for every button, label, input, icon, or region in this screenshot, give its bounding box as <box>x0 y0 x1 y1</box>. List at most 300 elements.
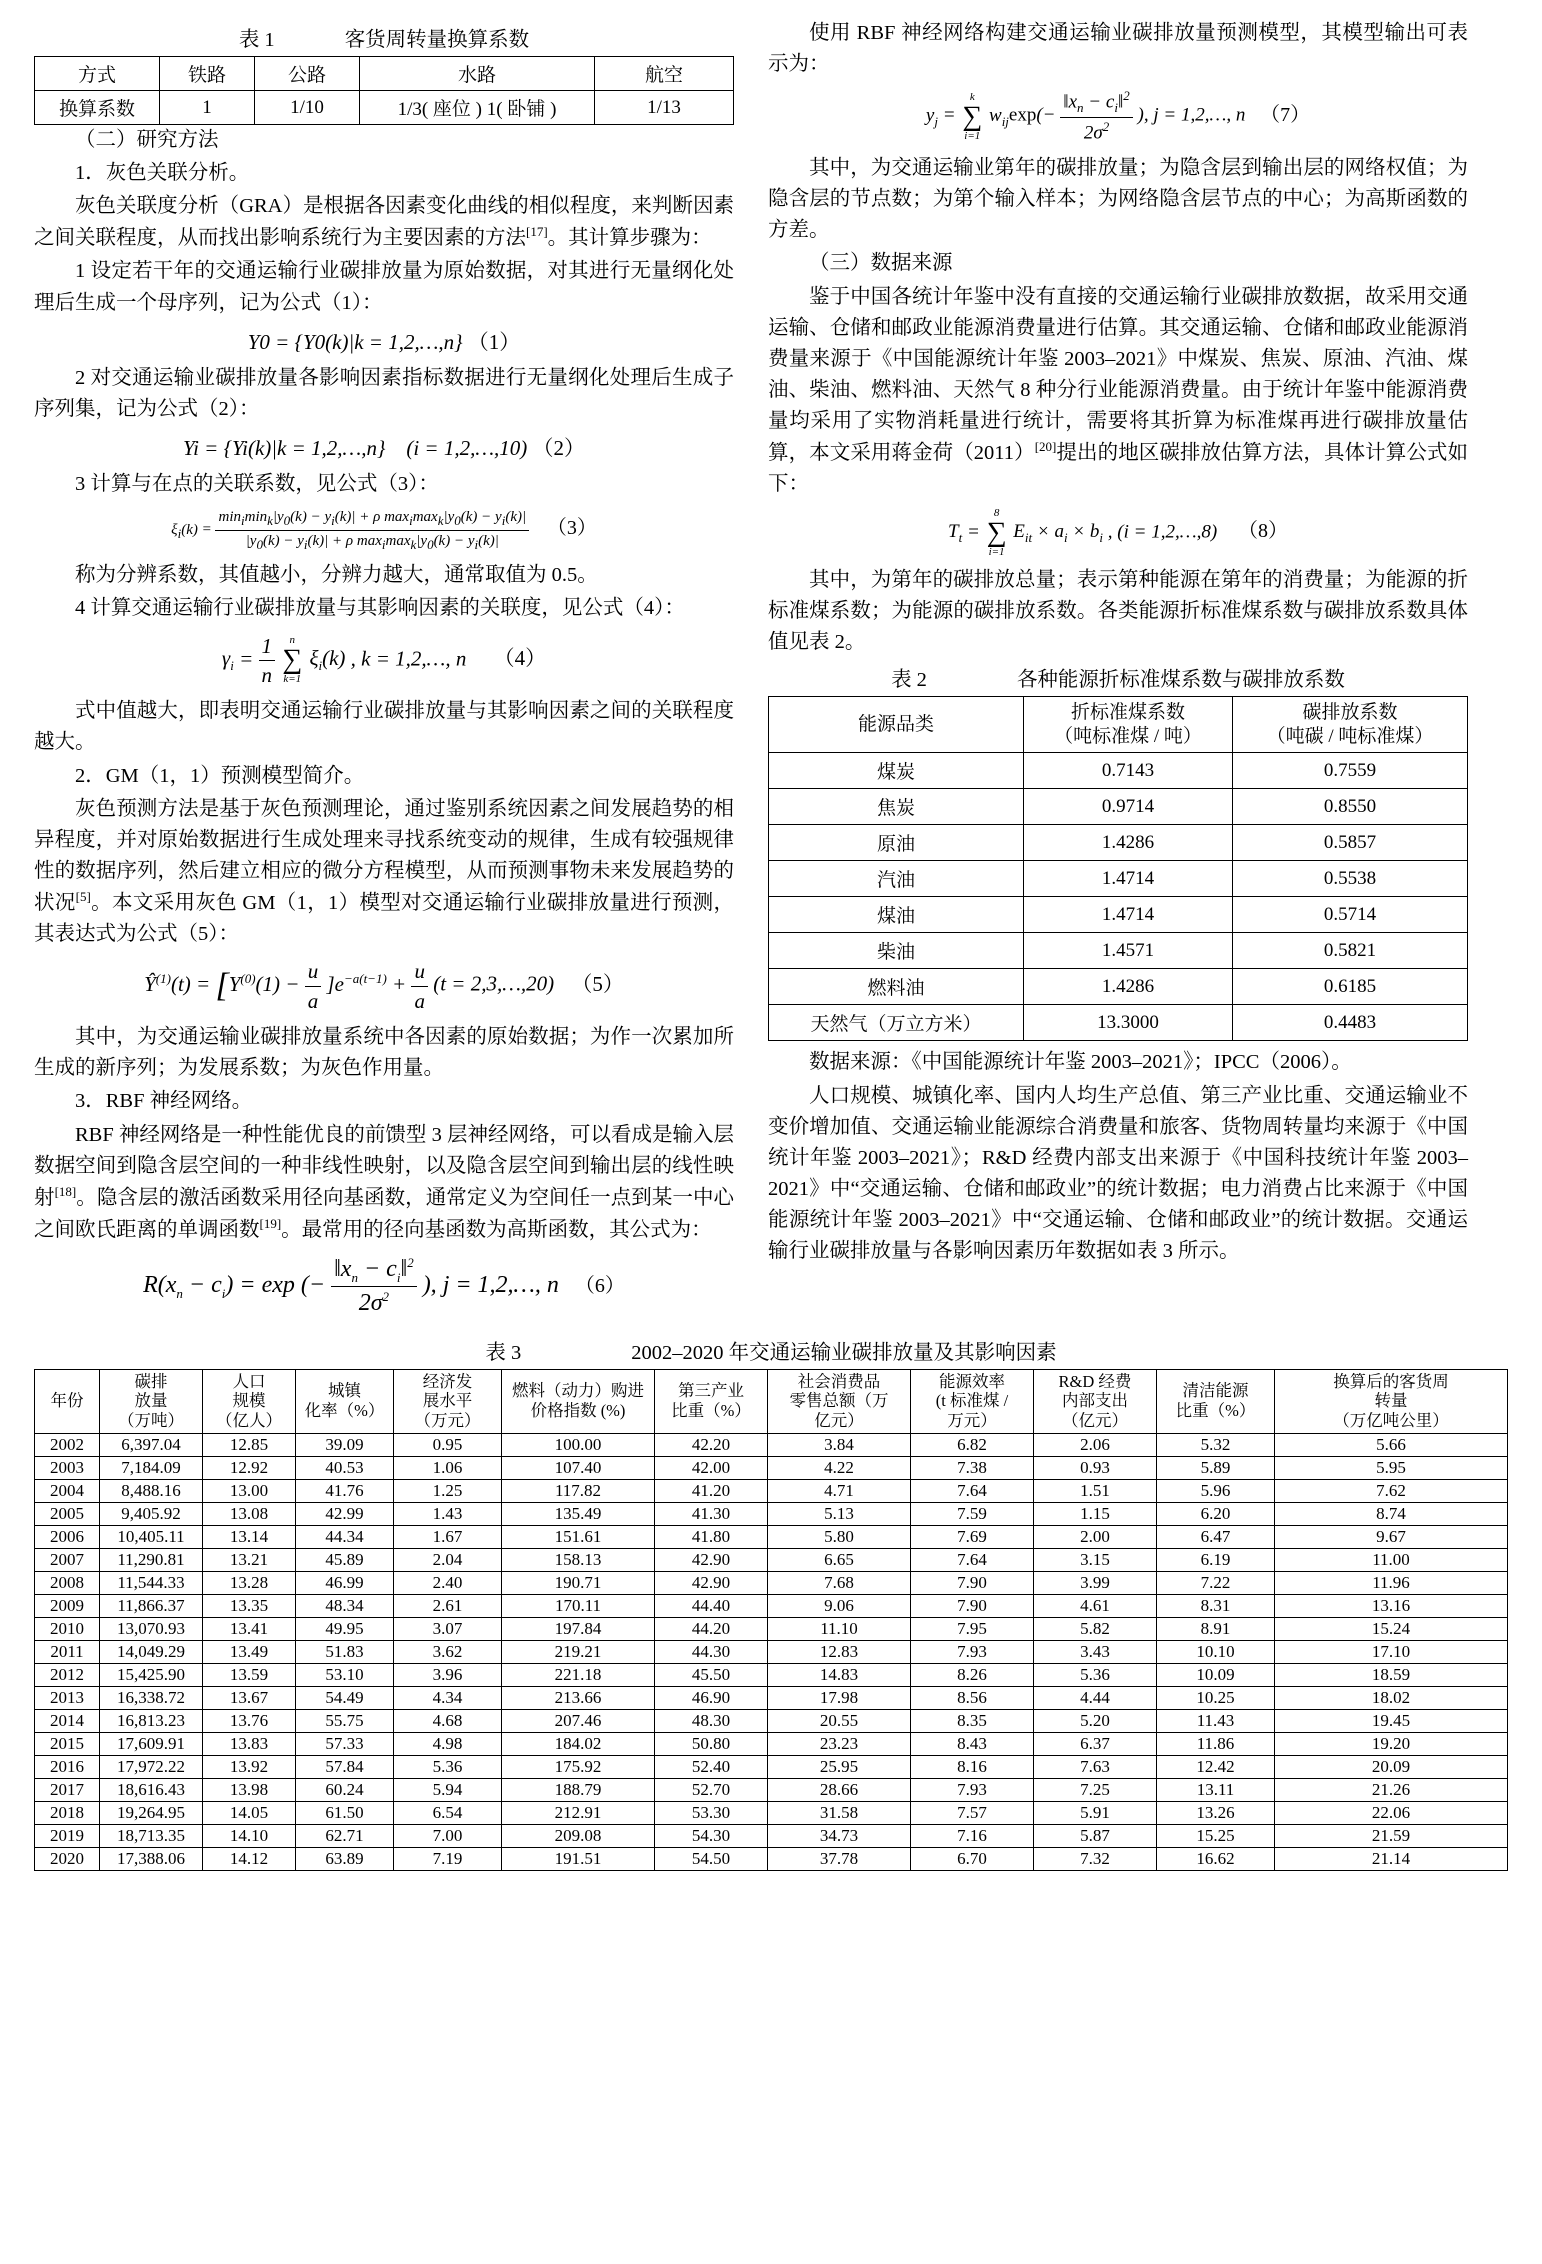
table3-header-10-line1: 清洁能源 <box>1182 1381 1249 1401</box>
table-row <box>35 91 734 125</box>
table3-cell: 13.14 <box>203 1525 296 1548</box>
table3-cell: 0.95 <box>394 1433 502 1456</box>
table1-header-4: 航空 <box>595 57 734 91</box>
heading-gm11: 2．GM（1，1）预测模型简介。 <box>75 764 365 787</box>
table-row <box>35 1732 1508 1755</box>
table-row <box>769 1005 1468 1041</box>
table2-header-1-line2: （吨标准煤 / 吨） <box>1054 725 1202 747</box>
table3-cell: 46.99 <box>296 1571 394 1594</box>
table3-cell: 8.35 <box>911 1709 1034 1732</box>
table3-cell: 44.34 <box>296 1525 394 1548</box>
rbf-intro-end: 。最常用的径向基函数为高斯函数，其公式为： <box>281 1218 712 1241</box>
formula-4: $\gamma_i$ = $\frac{1}{n}$ n ∑ k=1 $\xi_i(k)$ , k = 1,2,…, n （4） <box>221 633 547 687</box>
table3-cell: 19.45 <box>1275 1709 1508 1732</box>
table3-cell: 60.24 <box>296 1778 394 1801</box>
table3-header-9-line1: R&D 经费 <box>1058 1371 1132 1391</box>
table-row <box>35 1824 1508 1847</box>
table3-cell: 4.44 <box>1034 1686 1157 1709</box>
table3-header-11-line1: 换算后的客货周 <box>1333 1371 1449 1391</box>
table3-cell: 42.99 <box>296 1502 394 1525</box>
table3-cell: 41.76 <box>296 1479 394 1502</box>
table3-cell: 17.98 <box>768 1686 911 1709</box>
table-row <box>35 1571 1508 1594</box>
right-column <box>768 18 1468 1270</box>
table3-cell: 18,713.35 <box>100 1824 203 1847</box>
table3-header-7-line3: 亿元） <box>814 1411 864 1431</box>
table3-cell: 11.10 <box>768 1617 911 1640</box>
table3-cell: 2010 <box>35 1617 100 1640</box>
left-column <box>34 18 734 1327</box>
table3-cell: 1.67 <box>394 1525 502 1548</box>
table3-cell: 16.62 <box>1157 1847 1275 1870</box>
table3-header-1-line2: 放量 <box>134 1391 168 1411</box>
table3-header-3 <box>296 1369 394 1433</box>
table3-header-7-line1: 社会消费品 <box>797 1371 881 1391</box>
table3-cell: 17,388.06 <box>100 1847 203 1870</box>
table-row <box>769 753 1468 789</box>
table-row <box>769 933 1468 969</box>
table3-cell: 10.25 <box>1157 1686 1275 1709</box>
table3-cell: 13.98 <box>203 1778 296 1801</box>
table3-cell: 5.87 <box>1034 1824 1157 1847</box>
table3-cell: 13.76 <box>203 1709 296 1732</box>
paragraph-step-1: 1 设定若干年的交通运输行业碳排放量为原始数据，对其进行无量纲化处理后生成一个母序列，记为公式（1）： <box>34 260 734 314</box>
table3-cell: 213.66 <box>502 1686 655 1709</box>
table2-cell: 1.4714 <box>1024 897 1233 933</box>
table3-cell: 10.09 <box>1157 1663 1275 1686</box>
table3-cell: 2.40 <box>394 1571 502 1594</box>
table3-cell: 2.06 <box>1034 1433 1157 1456</box>
table3-cell: 7.38 <box>911 1456 1034 1479</box>
gm-intro-end: 。本文采用灰色 GM（1，1）模型对交通运输行业碳排放量进行预测，其表达式为公式（5）： <box>34 892 735 946</box>
table-row <box>35 1433 1508 1456</box>
formula-5: $Ŷ^{(1)}(t) = [Y^{(0)}(1)$ − $\frac{u}{a}$ ]$e^{-a(t-1)}$ + $\frac{u}{a}$ (t = 2,3,…,20) （5） <box>144 959 624 1013</box>
table3-cell: 6.47 <box>1157 1525 1275 1548</box>
table3-header-2-line1: 人口 <box>232 1371 266 1391</box>
formula-2 <box>34 432 734 462</box>
table3-cell: 5.36 <box>1034 1663 1157 1686</box>
table3-cell: 12.42 <box>1157 1755 1275 1778</box>
table3-cell: 51.83 <box>296 1640 394 1663</box>
table2-caption-number: 表 2 <box>891 668 927 691</box>
table2-header-1-line1: 折标准煤系数 <box>1070 701 1185 723</box>
table2-header-2 <box>1233 696 1468 753</box>
table3-cell: 2014 <box>35 1709 100 1732</box>
table3-cell: 190.71 <box>502 1571 655 1594</box>
table3-cell: 2016 <box>35 1755 100 1778</box>
table3-cell: 7.93 <box>911 1640 1034 1663</box>
paragraph-formula7-desc: 其中，为交通运输业第年的碳排放量；为隐含层到输出层的网络权值；为隐含层的节点数；为第个输入样本；为网络隐含层节点的中心；为高斯函数的方差。 <box>768 156 1468 242</box>
table3-cell: 4.71 <box>768 1479 911 1502</box>
table3-cell: 4.22 <box>768 1456 911 1479</box>
table2-cell: 焦炭 <box>769 789 1024 825</box>
data-source-end: 提出的地区碳排放估算方法，具体计算公式如下： <box>768 442 1469 496</box>
table3-header-1-line3: （万吨） <box>118 1411 184 1431</box>
table2-cell: 0.8550 <box>1233 789 1468 825</box>
table3-cell: 7.22 <box>1157 1571 1275 1594</box>
table2-cell: 0.9714 <box>1024 789 1233 825</box>
table1-cell-1: 1 <box>160 91 255 125</box>
table3-cell: 31.58 <box>768 1801 911 1824</box>
table3-cell: 9.06 <box>768 1594 911 1617</box>
table3-cell: 57.33 <box>296 1732 394 1755</box>
table3-cell: 207.46 <box>502 1709 655 1732</box>
table3-cell: 9.67 <box>1275 1525 1508 1548</box>
table3-cell: 13.08 <box>203 1502 296 1525</box>
table2-cell: 1.4571 <box>1024 933 1233 969</box>
heading-data-source: （三）数据来源 <box>809 252 953 275</box>
two-column-body <box>34 18 1508 1327</box>
table3-cell: 42.20 <box>655 1433 768 1456</box>
table3-cell: 4.68 <box>394 1709 502 1732</box>
table1-cell-4: 1/13 <box>595 91 734 125</box>
formula-7: $y_j$ = k ∑ i=1 $w_{ij}\exp(-$ $\frac{‖x_n - c_i‖^2}{2\sigma^2}$ ), j = 1,2,…, n （7） <box>925 88 1311 144</box>
table3-cell: 40.53 <box>296 1456 394 1479</box>
table2-caption <box>768 662 1468 692</box>
table3-cell: 28.66 <box>768 1778 911 1801</box>
table3-cell: 2013 <box>35 1686 100 1709</box>
table3-cell: 45.50 <box>655 1663 768 1686</box>
table3-cell: 8.16 <box>911 1755 1034 1778</box>
table3-cell: 2007 <box>35 1548 100 1571</box>
paragraph-gm-intro <box>34 794 734 951</box>
table3-cell: 7.16 <box>911 1824 1034 1847</box>
table3-cell: 16,338.72 <box>100 1686 203 1709</box>
table3-cell: 46.90 <box>655 1686 768 1709</box>
table3-cell: 16,813.23 <box>100 1709 203 1732</box>
table3-cell: 13.49 <box>203 1640 296 1663</box>
table3-cell: 5.94 <box>394 1778 502 1801</box>
table3-cell: 55.75 <box>296 1709 394 1732</box>
table2-header-2-line1: 碳排放系数 <box>1302 701 1398 723</box>
table3-header-9 <box>1034 1369 1157 1433</box>
table3-cell: 175.92 <box>502 1755 655 1778</box>
table3-cell: 42.00 <box>655 1456 768 1479</box>
table3-cell: 170.11 <box>502 1594 655 1617</box>
table3-caption <box>34 1335 1508 1365</box>
table3-cell: 61.50 <box>296 1801 394 1824</box>
table3-cell: 212.91 <box>502 1801 655 1824</box>
table3-cell: 7.62 <box>1275 1479 1508 1502</box>
table3-header-5-line1: 燃料（动力）购进 <box>512 1381 644 1401</box>
table3-cell: 8.74 <box>1275 1502 1508 1525</box>
table3-cell: 8.26 <box>911 1663 1034 1686</box>
table3-cell: 13.59 <box>203 1663 296 1686</box>
table3-cell: 49.95 <box>296 1617 394 1640</box>
table3-cell: 11,290.81 <box>100 1548 203 1571</box>
table3-cell: 2.04 <box>394 1548 502 1571</box>
table3-cell: 17,972.22 <box>100 1755 203 1778</box>
table-row <box>35 1502 1508 1525</box>
table3-cell: 7.25 <box>1034 1778 1157 1801</box>
table3-cell: 219.21 <box>502 1640 655 1663</box>
table3-cell: 52.70 <box>655 1778 768 1801</box>
table-row <box>35 1617 1508 1640</box>
paragraph-gm-desc: 其中，为交通运输业碳排放量系统中各因素的原始数据；为作一次累加所生成的新序列；为发展系数；为灰色作用量。 <box>34 1026 734 1080</box>
table3-cell: 52.40 <box>655 1755 768 1778</box>
formula-8-number: （8） <box>1237 519 1288 542</box>
table3-cell: 14.12 <box>203 1847 296 1870</box>
table3-cell: 15.25 <box>1157 1824 1275 1847</box>
table3-cell: 5.82 <box>1034 1617 1157 1640</box>
table3-cell: 2020 <box>35 1847 100 1870</box>
table3-header-5 <box>502 1369 655 1433</box>
table3-cell: 5.32 <box>1157 1433 1275 1456</box>
table3-cell: 3.99 <box>1034 1571 1157 1594</box>
table2-header-2-line2: （吨碳 / 吨标准煤） <box>1266 725 1434 747</box>
table3-cell: 2009 <box>35 1594 100 1617</box>
table3-cell: 12.85 <box>203 1433 296 1456</box>
table3-cell: 2005 <box>35 1502 100 1525</box>
table3-cell: 11.86 <box>1157 1732 1275 1755</box>
table1-header-2: 公路 <box>255 57 360 91</box>
table3-cell: 5.80 <box>768 1525 911 1548</box>
table-row <box>35 1479 1508 1502</box>
table1-header-0: 方式 <box>35 57 160 91</box>
formula-5-number: （5） <box>571 972 624 997</box>
table3-cell: 8.31 <box>1157 1594 1275 1617</box>
table3-header-2-line3: （亿人） <box>216 1411 282 1431</box>
formula-1-number: （1） <box>467 329 521 354</box>
table3-cell: 11.96 <box>1275 1571 1508 1594</box>
gm-intro-text: 灰色预测方法是基于灰色预测理论，通过鉴别系统因素之间发展趋势的相异程度，并对原始数据进行生成处理来寻找系统变动的规律，生成有较强规律性的数据序列，然后建立相应的微分方程模型，从而预测事物未来发展趋势的状况 <box>34 797 734 915</box>
paragraph-step-2: 2 对交通运输业碳排放量各影响因素指标数据进行无量纲化处理后生成子序列集，记为公式（2）： <box>34 366 734 420</box>
table3-cell: 188.79 <box>502 1778 655 1801</box>
table3-cell: 25.95 <box>768 1755 911 1778</box>
table3-cell: 13.67 <box>203 1686 296 1709</box>
table3-cell: 11.43 <box>1157 1709 1275 1732</box>
table3-cell: 13.28 <box>203 1571 296 1594</box>
table3-cell: 158.13 <box>502 1548 655 1571</box>
table3-cell: 18.02 <box>1275 1686 1508 1709</box>
table3-cell: 2004 <box>35 1479 100 1502</box>
table3-cell: 21.26 <box>1275 1778 1508 1801</box>
table3-cell: 3.96 <box>394 1663 502 1686</box>
table2-cell: 0.7559 <box>1233 753 1468 789</box>
table3-header-2 <box>203 1369 296 1433</box>
table3-cell: 54.49 <box>296 1686 394 1709</box>
table3-cell: 11,866.37 <box>100 1594 203 1617</box>
table3-header-8 <box>911 1369 1034 1433</box>
table-row <box>35 1369 1508 1433</box>
paragraph-formula8-desc: 其中，为第年的碳排放总量；表示第种能源在第年的消费量；为能源的折标准煤系数；为能源的碳排放系数。各类能源折标准煤系数与碳排放系数具体值见表 2。 <box>768 568 1468 653</box>
formula-6: $R(x_n - c_i) = \exp$ (− $\frac{‖x_n - c_i‖^2}{2\sigma^2}$ ), j = 1,2,…, n （6） <box>143 1254 625 1317</box>
table3-cell: 20.55 <box>768 1709 911 1732</box>
table2-cell: 天然气（万立方米） <box>769 1005 1024 1041</box>
table3-cell: 17,609.91 <box>100 1732 203 1755</box>
paragraph-step-4: 4 计算交通运输行业碳排放量与其影响因素的关联度，见公式（4）： <box>75 597 685 620</box>
table3-cell: 1.43 <box>394 1502 502 1525</box>
table3-cell: 22.06 <box>1275 1801 1508 1824</box>
table3-cell: 209.08 <box>502 1824 655 1847</box>
formula-3-number: （3） <box>546 516 597 539</box>
formula-4-number: （4） <box>493 646 547 671</box>
table3-cell: 7.90 <box>911 1571 1034 1594</box>
table-row <box>35 1778 1508 1801</box>
table3-cell: 7.93 <box>911 1778 1034 1801</box>
table3-cell: 21.14 <box>1275 1847 1508 1870</box>
table3-cell: 2002 <box>35 1433 100 1456</box>
table3-cell: 2006 <box>35 1525 100 1548</box>
table3-cell: 9,405.92 <box>100 1502 203 1525</box>
table3-cell: 6.70 <box>911 1847 1034 1870</box>
table3-cell: 7.59 <box>911 1502 1034 1525</box>
table3-cell: 2018 <box>35 1801 100 1824</box>
rbf-intro-text: RBF 神经网络是一种性能优良的前馈型 3 层神经网络，可以看成是输入层数据空间到隐含层空间的一种非线性映射，以及隐含层空间到输出层的线性映射 <box>34 1123 734 1209</box>
formula-8: $T_t$ = 8 ∑ i=1 $E_{it} \times a_i \times b_i$ , (i = 1,2,…,8) （8） <box>948 506 1288 558</box>
table3-cell: 3.15 <box>1034 1548 1157 1571</box>
table2-cell: 煤油 <box>769 897 1024 933</box>
table3-cell: 17.10 <box>1275 1640 1508 1663</box>
table3-header-11-line2: 转量 <box>1374 1391 1408 1411</box>
table3-cell: 2.00 <box>1034 1525 1157 1548</box>
ref-18: [18] <box>54 1183 77 1199</box>
table3-cell: 44.30 <box>655 1640 768 1663</box>
table3-caption-title: 2002–2020 年交通运输业碳排放量及其影响因素 <box>631 1341 1057 1364</box>
table3-cell: 117.82 <box>502 1479 655 1502</box>
table1-cell-2: 1/10 <box>255 91 360 125</box>
table3-cell: 19.20 <box>1275 1732 1508 1755</box>
table3-cell: 13.26 <box>1157 1801 1275 1824</box>
table3-cell: 2015 <box>35 1732 100 1755</box>
table3-cell: 2003 <box>35 1456 100 1479</box>
table3-cell: 3.07 <box>394 1617 502 1640</box>
table3-cell: 2.61 <box>394 1594 502 1617</box>
rbf-intro-mid: 。隐含层的激活函数采用径向基函数，通常定义为空间任一点到某一中心之间欧氏距离的单调函数 <box>34 1186 735 1241</box>
formula-1 <box>34 326 734 356</box>
table3-header-6-line1: 第三产业 <box>678 1381 744 1401</box>
data-source-text: 鉴于中国各统计年鉴中没有直接的交通运输行业碳排放数据，故采用交通运输、仓储和邮政业能源消费量进行估算。其交通运输、仓储和邮政业能源消费量来源于《中国能源统计年鉴 2003–2021》中煤炭、焦炭、原油、汽油、煤油、柴油、燃料油、天然气 8 种分行业能源消费量。由于统计年鉴中能源消费量均采用了实物消耗量进行统计，需要将其折算为标准煤再进行碳排放量估算，本文采用蒋金荷（2011） <box>768 285 1468 465</box>
table3-header-1 <box>100 1369 203 1433</box>
table3-cell: 12.92 <box>203 1456 296 1479</box>
table3-header-11-line3: （万亿吨公里） <box>1333 1411 1449 1431</box>
table3-cell: 12.83 <box>768 1640 911 1663</box>
table3-header-8-line3: 万元） <box>947 1411 997 1431</box>
table3-cell: 5.13 <box>768 1502 911 1525</box>
table3-header-10 <box>1157 1369 1275 1433</box>
table3-header-3-line1: 城镇 <box>328 1381 361 1401</box>
table-row <box>769 969 1468 1005</box>
table-carbon-emission-factors <box>34 1369 1508 1871</box>
table3-cell: 7.69 <box>911 1525 1034 1548</box>
table3-header-8-line2: (t 标准煤 / <box>935 1391 1009 1411</box>
table3-cell: 54.30 <box>655 1824 768 1847</box>
table2-cell: 汽油 <box>769 861 1024 897</box>
table3-cell: 34.73 <box>768 1824 911 1847</box>
table3-cell: 57.84 <box>296 1755 394 1778</box>
table3-cell: 1.06 <box>394 1456 502 1479</box>
table3-cell: 53.10 <box>296 1663 394 1686</box>
ref-20: [20] <box>1034 439 1057 455</box>
table3-cell: 6,397.04 <box>100 1433 203 1456</box>
table-row <box>35 1548 1508 1571</box>
table1-caption-title: 客货周转量换算系数 <box>344 29 530 51</box>
heading-rbf: 3．RBF 神经网络。 <box>75 1090 253 1113</box>
table3-cell: 42.90 <box>655 1571 768 1594</box>
table-row <box>35 1847 1508 1870</box>
table3-cell: 5.91 <box>1034 1801 1157 1824</box>
table3-cell: 39.09 <box>296 1433 394 1456</box>
table3-cell: 2017 <box>35 1778 100 1801</box>
table3-cell: 5.20 <box>1034 1709 1157 1732</box>
table2-cell: 0.5538 <box>1233 861 1468 897</box>
table3-cell: 37.78 <box>768 1847 911 1870</box>
paragraph-data-source-2: 人口规模、城镇化率、国内人均生产总值、第三产业比重、交通运输业不变价增加值、交通运输业能源综合消费量和旅客、货物周转量均来源于《中国统计年鉴 2003–2021》；R&D 经费内部支出来源于《中国科技统计年鉴 2003–2021》中“交通运输、仓储和邮政业”的统计数据；电力消费占比来源于《中国能源统计年鉴 2003–2021》中“交通运输、仓储和邮政业”的统计数据。交通运输行业碳排放量与各影响因素历年数据如表 3 所示。 <box>768 1084 1468 1263</box>
table3-cell: 41.20 <box>655 1479 768 1502</box>
table3-cell: 6.65 <box>768 1548 911 1571</box>
table3-cell: 1.15 <box>1034 1502 1157 1525</box>
table-row <box>35 57 734 91</box>
table3-header-9-line2: 内部支出 <box>1062 1391 1128 1411</box>
table3-cell: 8.91 <box>1157 1617 1275 1640</box>
table-row <box>769 825 1468 861</box>
gra-intro-text: 灰色关联度分析（GRA）是根据各因素变化曲线的相似程度，来判断因素之间关联程度，从而找出影响系统行为主要因素的方法 <box>34 195 734 250</box>
table-conversion-coefficients <box>34 56 734 125</box>
table3-caption-number: 表 3 <box>485 1341 522 1364</box>
table-row <box>35 1456 1508 1479</box>
table3-cell: 6.20 <box>1157 1502 1275 1525</box>
table3-cell: 41.30 <box>655 1502 768 1525</box>
table-row <box>35 1709 1508 1732</box>
paragraph-step-3: 3 计算与在点的关联系数，见公式（3）： <box>75 473 439 496</box>
table3-header-10-line2: 比重（%） <box>1175 1401 1256 1421</box>
table3-cell: 13.00 <box>203 1479 296 1502</box>
paragraph-data-source-1 <box>768 282 1468 501</box>
table3-cell: 11,544.33 <box>100 1571 203 1594</box>
table3-cell: 2008 <box>35 1571 100 1594</box>
table-energy-coefficients <box>768 696 1468 1042</box>
table3-cell: 3.43 <box>1034 1640 1157 1663</box>
table2-cell: 0.4483 <box>1233 1005 1468 1041</box>
table3-cell: 3.62 <box>394 1640 502 1663</box>
table2-cell: 燃料油 <box>769 969 1024 1005</box>
table3-cell: 8.43 <box>911 1732 1034 1755</box>
formula-2-number: （2） <box>532 436 586 461</box>
table3-header-4-line2: 展水平 <box>422 1391 473 1411</box>
table3-cell: 2011 <box>35 1640 100 1663</box>
paragraph-gra-intro <box>34 191 734 254</box>
table3-header-1-line1: 碳排 <box>134 1371 168 1391</box>
table3-cell: 62.71 <box>296 1824 394 1847</box>
table3-header-0-line1: 年份 <box>50 1391 84 1411</box>
table3-cell: 5.89 <box>1157 1456 1275 1479</box>
table3-cell: 221.18 <box>502 1663 655 1686</box>
table3-cell: 4.34 <box>394 1686 502 1709</box>
table3-cell: 6.54 <box>394 1801 502 1824</box>
ref-19: [19] <box>259 1215 282 1231</box>
table-row <box>35 1525 1508 1548</box>
table3-cell: 7.00 <box>394 1824 502 1847</box>
table3-cell: 7.63 <box>1034 1755 1157 1778</box>
table3-cell: 2019 <box>35 1824 100 1847</box>
table3-cell: 7.64 <box>911 1548 1034 1571</box>
table-row <box>35 1755 1508 1778</box>
table3-header-6-line2: 比重（%） <box>671 1401 751 1421</box>
table2-cell: 柴油 <box>769 933 1024 969</box>
table2-cell: 0.5821 <box>1233 933 1468 969</box>
table-row <box>769 789 1468 825</box>
table3-cell: 13.41 <box>203 1617 296 1640</box>
table1-cell-3: 1/3( 座位 ) 1( 卧铺 ) <box>360 91 595 125</box>
table3-cell: 7.57 <box>911 1801 1034 1824</box>
table3-cell: 5.95 <box>1275 1456 1508 1479</box>
table3-cell: 5.96 <box>1157 1479 1275 1502</box>
table3-cell: 44.20 <box>655 1617 768 1640</box>
table3-cell: 10.10 <box>1157 1640 1275 1663</box>
table2-caption-title: 各种能源折标准煤系数与碳排放系数 <box>1016 668 1345 691</box>
paragraph-rbf-model: 使用 RBF 神经网络构建交通运输业碳排放量预测模型，其模型输出可表示为： <box>768 22 1468 76</box>
table-row <box>35 1686 1508 1709</box>
